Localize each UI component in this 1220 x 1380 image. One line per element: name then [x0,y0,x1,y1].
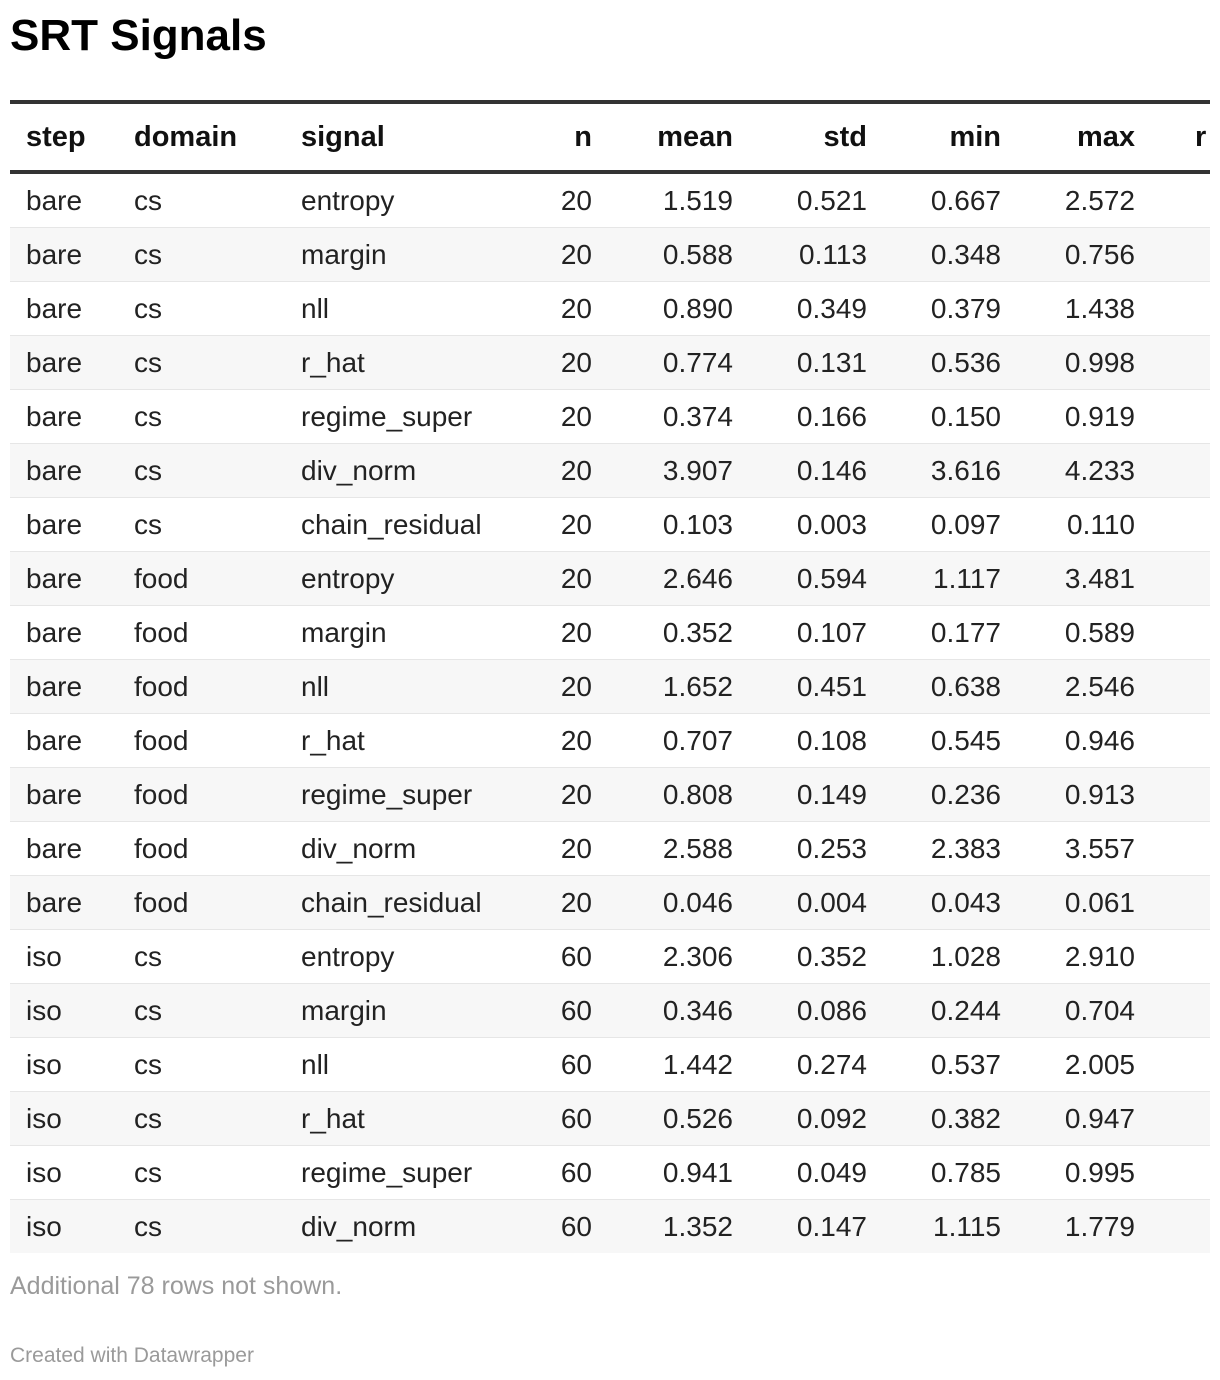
cell-r [1135,714,1210,768]
cell-signal: entropy [301,172,501,228]
cell-domain: cs [134,390,301,444]
cell-n: 20 [501,444,592,498]
cell-std: 0.107 [733,606,867,660]
cell-max: 0.995 [1001,1146,1135,1200]
table-row [10,930,1210,984]
cell-step: iso [10,930,134,984]
column-header-r[interactable]: r [1195,120,1207,153]
cell-step: bare [10,172,134,228]
cell-signal: margin [301,984,501,1038]
cell-signal: r_hat [301,714,501,768]
cell-r [1135,172,1210,228]
cell-step: iso [10,984,134,1038]
cell-std: 0.049 [733,1146,867,1200]
table-row [10,984,1210,1038]
cell-signal: chain_residual [301,498,501,552]
rows-not-shown-note: Additional 78 rows not shown. [10,1272,343,1300]
cell-max: 1.779 [1001,1200,1135,1254]
signals-table [10,100,1210,1253]
cell-min: 0.097 [867,498,1001,552]
cell-signal: regime_super [301,1146,501,1200]
cell-std: 0.113 [733,228,867,282]
cell-std: 0.108 [733,714,867,768]
cell-r [1135,984,1210,1038]
cell-domain: cs [134,172,301,228]
cell-min: 0.236 [867,768,1001,822]
cell-min: 2.383 [867,822,1001,876]
cell-signal: r_hat [301,336,501,390]
cell-r [1135,1146,1210,1200]
table-row [10,552,1210,606]
cell-max: 4.233 [1001,444,1135,498]
cell-step: bare [10,498,134,552]
cell-signal: div_norm [301,1200,501,1254]
cell-signal: regime_super [301,390,501,444]
cell-domain: cs [134,336,301,390]
cell-domain: food [134,714,301,768]
cell-n: 20 [501,606,592,660]
cell-std: 0.594 [733,552,867,606]
cell-step: iso [10,1038,134,1092]
cell-min: 0.536 [867,336,1001,390]
cell-signal: regime_super [301,768,501,822]
cell-mean: 0.941 [592,1146,733,1200]
cell-min: 1.028 [867,930,1001,984]
cell-signal: margin [301,228,501,282]
cell-n: 20 [501,228,592,282]
cell-step: bare [10,336,134,390]
cell-signal: div_norm [301,444,501,498]
column-header-mean[interactable]: mean [657,120,733,153]
cell-min: 0.382 [867,1092,1001,1146]
cell-max: 0.947 [1001,1092,1135,1146]
cell-std: 0.147 [733,1200,867,1254]
cell-n: 60 [501,930,592,984]
table-row [10,498,1210,552]
cell-std: 0.149 [733,768,867,822]
cell-step: bare [10,822,134,876]
table-row [10,1038,1210,1092]
cell-domain: cs [134,498,301,552]
cell-signal: margin [301,606,501,660]
cell-domain: cs [134,444,301,498]
table-row [10,822,1210,876]
cell-r [1135,1200,1210,1254]
cell-n: 20 [501,660,592,714]
cell-min: 1.115 [867,1200,1001,1254]
cell-r [1135,660,1210,714]
cell-signal: chain_residual [301,876,501,930]
column-header-signal[interactable]: signal [301,120,385,153]
cell-step: iso [10,1200,134,1254]
cell-std: 0.004 [733,876,867,930]
cell-n: 60 [501,1146,592,1200]
cell-n: 20 [501,876,592,930]
cell-max: 2.572 [1001,172,1135,228]
cell-r [1135,498,1210,552]
cell-std: 0.131 [733,336,867,390]
cell-signal: r_hat [301,1092,501,1146]
cell-mean: 1.352 [592,1200,733,1254]
cell-mean: 0.046 [592,876,733,930]
cell-mean: 0.526 [592,1092,733,1146]
cell-std: 0.352 [733,930,867,984]
cell-min: 0.638 [867,660,1001,714]
cell-signal: nll [301,1038,501,1092]
cell-max: 3.481 [1001,552,1135,606]
cell-n: 20 [501,282,592,336]
table-row [10,714,1210,768]
column-header-std[interactable]: std [823,120,867,153]
cell-mean: 0.103 [592,498,733,552]
cell-domain: food [134,660,301,714]
cell-domain: food [134,822,301,876]
cell-mean: 0.374 [592,390,733,444]
cell-min: 0.785 [867,1146,1001,1200]
cell-r [1135,444,1210,498]
column-header-min[interactable]: min [949,120,1001,153]
table-row [10,768,1210,822]
cell-max: 0.061 [1001,876,1135,930]
cell-domain: cs [134,930,301,984]
table-row [10,1146,1210,1200]
cell-max: 2.546 [1001,660,1135,714]
cell-r [1135,336,1210,390]
cell-signal: entropy [301,552,501,606]
cell-mean: 2.646 [592,552,733,606]
cell-n: 60 [501,984,592,1038]
cell-signal: nll [301,282,501,336]
cell-r [1135,390,1210,444]
table-row [10,390,1210,444]
cell-domain: food [134,876,301,930]
cell-r [1135,768,1210,822]
cell-signal: entropy [301,930,501,984]
cell-domain: food [134,768,301,822]
cell-std: 0.003 [733,498,867,552]
cell-domain: food [134,606,301,660]
chart-title: SRT Signals [10,11,267,60]
cell-n: 20 [501,390,592,444]
cell-signal: nll [301,660,501,714]
table-row [10,444,1210,498]
cell-mean: 0.588 [592,228,733,282]
cell-r [1135,822,1210,876]
table-row [10,1092,1210,1146]
cell-mean: 0.808 [592,768,733,822]
cell-domain: cs [134,984,301,1038]
cell-step: bare [10,228,134,282]
column-header-domain[interactable]: domain [134,120,238,153]
cell-r [1135,606,1210,660]
cell-min: 0.150 [867,390,1001,444]
cell-domain: cs [134,1092,301,1146]
cell-n: 60 [501,1200,592,1254]
cell-min: 0.244 [867,984,1001,1038]
cell-step: bare [10,282,134,336]
cell-domain: cs [134,282,301,336]
cell-max: 1.438 [1001,282,1135,336]
column-header-max[interactable]: max [1076,120,1135,153]
cell-r [1135,876,1210,930]
cell-mean: 0.774 [592,336,733,390]
cell-max: 0.589 [1001,606,1135,660]
cell-min: 0.667 [867,172,1001,228]
cell-min: 0.177 [867,606,1001,660]
signals-table-container [10,100,1210,1253]
cell-max: 0.756 [1001,228,1135,282]
table-row [10,606,1210,660]
cell-max: 0.110 [1001,498,1135,552]
cell-max: 0.946 [1001,714,1135,768]
cell-mean: 2.306 [592,930,733,984]
table-row [10,1200,1210,1254]
cell-max: 3.557 [1001,822,1135,876]
table-row [10,876,1210,930]
cell-std: 0.349 [733,282,867,336]
cell-min: 0.348 [867,228,1001,282]
cell-min: 3.616 [867,444,1001,498]
cell-signal: div_norm [301,822,501,876]
cell-std: 0.451 [733,660,867,714]
cell-n: 60 [501,1038,592,1092]
table-body [10,172,1210,1253]
cell-min: 0.537 [867,1038,1001,1092]
cell-r [1135,552,1210,606]
cell-mean: 3.907 [592,444,733,498]
table-row [10,228,1210,282]
cell-min: 0.043 [867,876,1001,930]
datawrapper-credit: Created with Datawrapper [10,1344,254,1367]
cell-step: bare [10,444,134,498]
cell-domain: cs [134,228,301,282]
cell-mean: 0.346 [592,984,733,1038]
cell-r [1135,1092,1210,1146]
cell-std: 0.521 [733,172,867,228]
cell-step: bare [10,606,134,660]
cell-n: 20 [501,172,592,228]
cell-max: 0.919 [1001,390,1135,444]
cell-n: 20 [501,336,592,390]
cell-max: 0.913 [1001,768,1135,822]
cell-std: 0.253 [733,822,867,876]
cell-std: 0.086 [733,984,867,1038]
cell-step: iso [10,1092,134,1146]
cell-mean: 1.519 [592,172,733,228]
table-header-row [10,102,1210,172]
column-header-step[interactable]: step [26,120,86,153]
cell-step: iso [10,1146,134,1200]
cell-step: bare [10,660,134,714]
cell-n: 20 [501,768,592,822]
cell-domain: food [134,552,301,606]
cell-domain: cs [134,1200,301,1254]
cell-step: bare [10,714,134,768]
column-header-n[interactable]: n [574,120,592,153]
cell-std: 0.146 [733,444,867,498]
cell-n: 20 [501,552,592,606]
cell-mean: 2.588 [592,822,733,876]
table-row [10,336,1210,390]
cell-mean: 0.890 [592,282,733,336]
cell-n: 60 [501,1092,592,1146]
cell-n: 20 [501,822,592,876]
cell-std: 0.274 [733,1038,867,1092]
cell-mean: 1.442 [592,1038,733,1092]
cell-r [1135,930,1210,984]
cell-n: 20 [501,714,592,768]
cell-std: 0.166 [733,390,867,444]
cell-n: 20 [501,498,592,552]
cell-mean: 0.352 [592,606,733,660]
cell-max: 0.998 [1001,336,1135,390]
table-row [10,660,1210,714]
cell-min: 0.379 [867,282,1001,336]
cell-max: 0.704 [1001,984,1135,1038]
cell-min: 0.545 [867,714,1001,768]
cell-r [1135,1038,1210,1092]
cell-step: bare [10,552,134,606]
cell-mean: 0.707 [592,714,733,768]
cell-std: 0.092 [733,1092,867,1146]
cell-r [1135,282,1210,336]
cell-max: 2.910 [1001,930,1135,984]
cell-max: 2.005 [1001,1038,1135,1092]
cell-step: bare [10,390,134,444]
cell-domain: cs [134,1146,301,1200]
cell-domain: cs [134,1038,301,1092]
cell-step: bare [10,768,134,822]
cell-r [1135,228,1210,282]
cell-min: 1.117 [867,552,1001,606]
table-row [10,172,1210,228]
cell-step: bare [10,876,134,930]
cell-mean: 1.652 [592,660,733,714]
table-row [10,282,1210,336]
